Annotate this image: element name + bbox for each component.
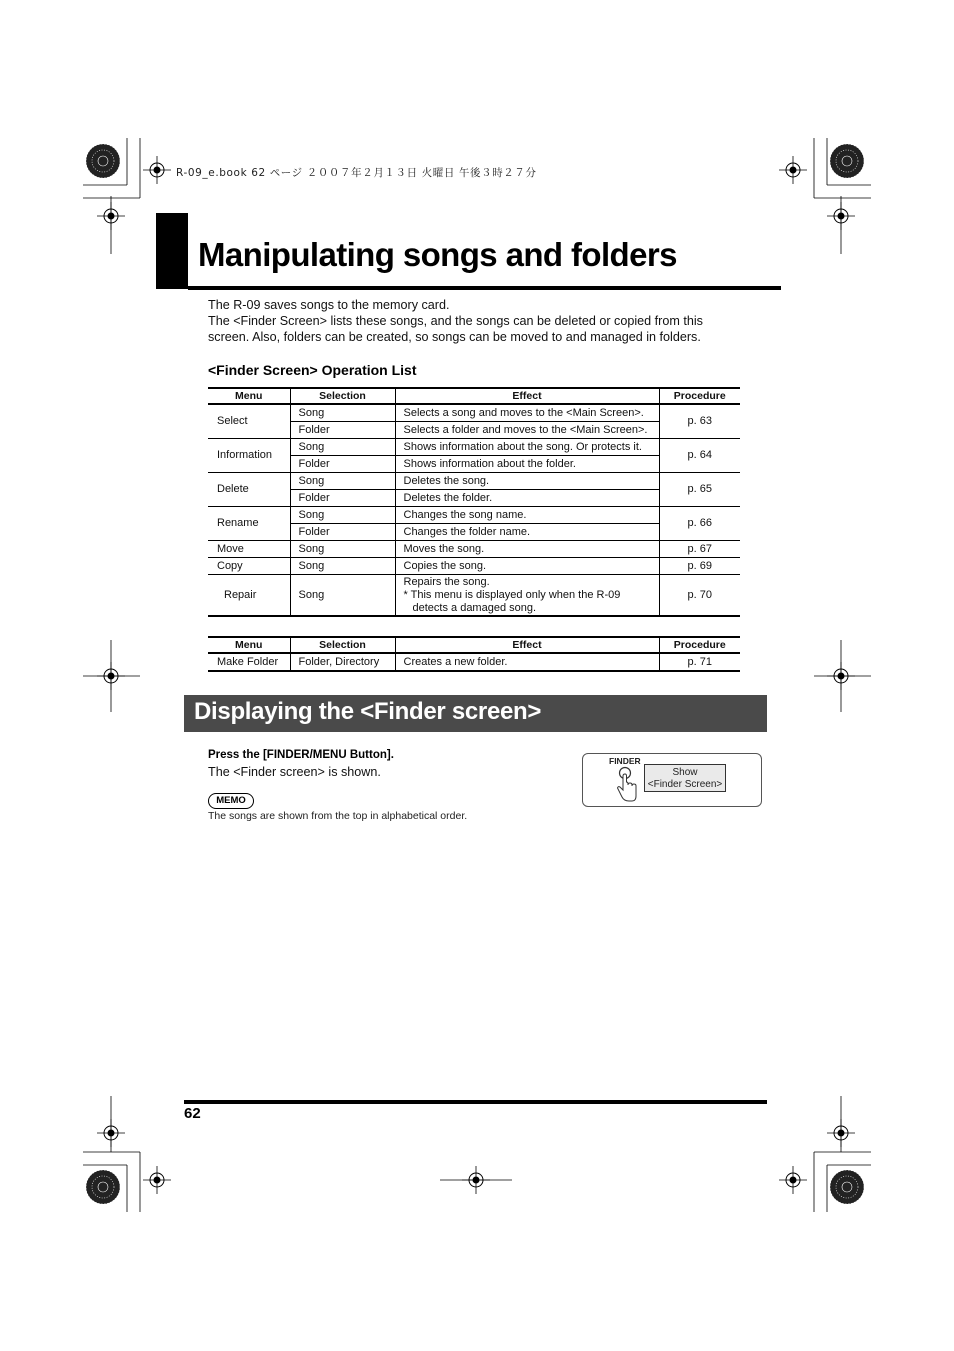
- procedure-cell: p. 66: [659, 507, 740, 541]
- step-result: The <Finder screen> is shown.: [208, 765, 381, 779]
- column-header: Selection: [290, 388, 395, 404]
- table-row: [208, 558, 740, 575]
- table-row: [208, 404, 740, 422]
- title-rule: [188, 286, 781, 290]
- effect-cell: Deletes the folder.: [395, 490, 659, 507]
- table-header-row: [208, 637, 740, 653]
- selection-cell: Folder: [290, 422, 395, 439]
- effect-cell: Moves the song.: [395, 541, 659, 558]
- column-header: Menu: [208, 637, 290, 653]
- title-block: [156, 213, 188, 289]
- column-header: Effect: [395, 637, 659, 653]
- page-title: Manipulating songs and folders: [198, 236, 677, 273]
- procedure-cell: p. 70: [659, 575, 740, 617]
- procedure-cell: p. 67: [659, 541, 740, 558]
- selection-cell: Song: [290, 439, 395, 456]
- column-header: Procedure: [659, 388, 740, 404]
- finder-show-label: [644, 764, 726, 792]
- print-header: R-09_e.book 62 ページ ２００７年２月１３日 火曜日 午後３時２７分: [176, 167, 537, 179]
- menu-cell: Make Folder: [208, 653, 290, 671]
- finder-show-line: <Finder Screen>: [647, 779, 723, 790]
- selection-cell: Folder, Directory: [290, 653, 395, 671]
- effect-note: detects a damaged song.: [412, 601, 537, 614]
- intro-line: The R-09 saves songs to the memory card.: [208, 298, 450, 312]
- registration-cross-icon: [143, 156, 171, 184]
- table-header-row: [208, 388, 740, 404]
- procedure-cell: p. 69: [659, 558, 740, 575]
- menu-cell: Select: [208, 404, 290, 439]
- column-header: Menu: [208, 388, 290, 404]
- effect-text: Repairs the song.: [403, 575, 490, 588]
- registration-cross-icon: [779, 156, 807, 184]
- table-row: [208, 439, 740, 456]
- effect-cell: Shows information about the song. Or protects it.: [395, 439, 659, 456]
- menu-cell: Repair: [208, 575, 290, 617]
- selection-cell: Song: [290, 558, 395, 575]
- column-header: Effect: [395, 388, 659, 404]
- page-number: 62: [184, 1105, 201, 1122]
- menu-cell: Delete: [208, 473, 290, 507]
- selection-cell: Folder: [290, 490, 395, 507]
- selection-cell: Song: [290, 404, 395, 422]
- intro-line: screen. Also, folders can be created, so songs can be moved to and managed in folders.: [208, 330, 701, 344]
- finder-show-line: Show: [672, 767, 698, 778]
- folder-table: [208, 636, 740, 672]
- intro-paragraph: [208, 297, 748, 345]
- selection-cell: Folder: [290, 524, 395, 541]
- registration-wheel-icon: [830, 144, 864, 178]
- selection-cell: Song: [290, 575, 395, 617]
- finder-button-label: FINDER: [609, 756, 641, 766]
- effect-cell: Changes the song name.: [395, 507, 659, 524]
- effect-cell: Creates a new folder.: [395, 653, 659, 671]
- menu-cell: Copy: [208, 558, 290, 575]
- menu-cell: Move: [208, 541, 290, 558]
- effect-cell: Changes the folder name.: [395, 524, 659, 541]
- table-row: [208, 541, 740, 558]
- registration-wheel-icon: [830, 1170, 864, 1204]
- table-row: [208, 575, 740, 617]
- memo-badge: MEMO: [208, 793, 254, 809]
- step-instruction: Press the [FINDER/MENU Button].: [208, 749, 394, 761]
- intro-line: The <Finder Screen> lists these songs, and the songs can be deleted or copied from this: [208, 314, 703, 328]
- menu-cell: Rename: [208, 507, 290, 541]
- registration-wheel-icon: [86, 144, 120, 178]
- column-header: Procedure: [659, 637, 740, 653]
- menu-cell: Information: [208, 439, 290, 473]
- table-row: [208, 473, 740, 490]
- selection-cell: Song: [290, 541, 395, 558]
- effect-cell: [395, 575, 659, 617]
- table-row: [208, 507, 740, 524]
- effect-note: * This menu is displayed only when the R-09: [403, 588, 621, 601]
- procedure-cell: p. 64: [659, 439, 740, 473]
- selection-cell: Song: [290, 473, 395, 490]
- effect-cell: Shows information about the folder.: [395, 456, 659, 473]
- operation-list-heading: <Finder Screen> Operation List: [208, 362, 417, 378]
- hand-press-icon: [615, 766, 641, 804]
- procedure-cell: p. 63: [659, 404, 740, 439]
- procedure-cell: p. 71: [659, 653, 740, 671]
- column-header: Selection: [290, 637, 395, 653]
- effect-cell: Selects a song and moves to the <Main Screen>.: [395, 404, 659, 422]
- selection-cell: Song: [290, 507, 395, 524]
- effect-cell: Selects a folder and moves to the <Main Screen>.: [395, 422, 659, 439]
- registration-cross-icon: [143, 1166, 171, 1194]
- effect-cell: Copies the song.: [395, 558, 659, 575]
- effect-cell: Deletes the song.: [395, 473, 659, 490]
- footer-rule: [184, 1100, 767, 1104]
- registration-cross-icon: [779, 1166, 807, 1194]
- operation-table: [208, 387, 740, 617]
- registration-wheel-icon: [86, 1170, 120, 1204]
- memo-text: The songs are shown from the top in alphabetical order.: [208, 810, 468, 822]
- procedure-cell: p. 65: [659, 473, 740, 507]
- selection-cell: Folder: [290, 456, 395, 473]
- table-row: [208, 653, 740, 671]
- section-title: Displaying the <Finder screen>: [194, 698, 542, 725]
